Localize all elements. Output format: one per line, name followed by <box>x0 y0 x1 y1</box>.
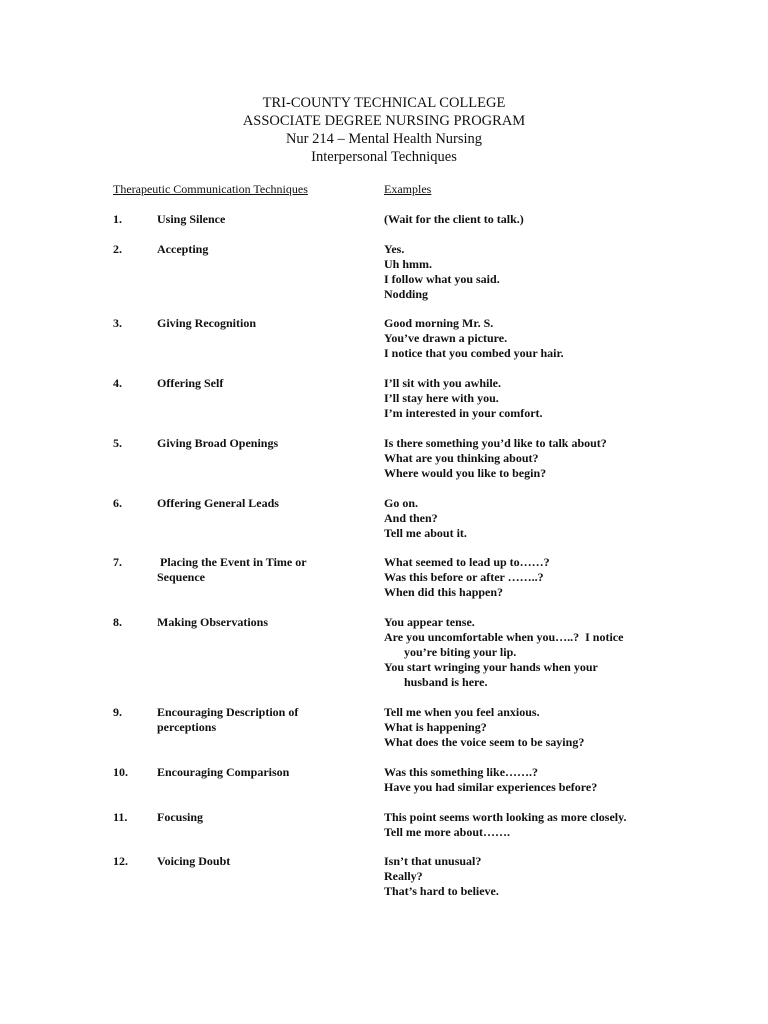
item-number: 12. <box>113 854 128 868</box>
item-number: 8. <box>113 615 122 629</box>
example-line: What are you thinking about? <box>384 451 539 465</box>
item-number: 11. <box>113 810 128 824</box>
technique-line: Encouraging Description of <box>157 705 299 719</box>
examples-column-header: Examples <box>384 182 432 196</box>
technique-name <box>157 705 357 735</box>
technique-name <box>157 212 357 227</box>
example-line: Was this something like…….? <box>384 765 539 779</box>
example-line: What does the voice seem to be saying? <box>384 735 585 749</box>
technique-examples <box>384 705 744 750</box>
document-header <box>0 94 768 166</box>
example-line: husband is here. <box>404 675 488 689</box>
example-line: Are you uncomfortable when you…..? I notice <box>384 630 624 644</box>
example-line: This point seems worth looking as more closely. <box>384 810 627 824</box>
technique-line: Voicing Doubt <box>157 854 231 868</box>
item-number: 1. <box>113 212 122 226</box>
example-line: You start wringing your hands when your <box>384 660 598 674</box>
example-line: That’s hard to believe. <box>384 884 499 898</box>
technique-name <box>157 810 357 825</box>
example-line: When did this happen? <box>384 585 504 599</box>
technique-examples <box>384 436 744 481</box>
item-number: 4. <box>113 376 122 390</box>
technique-examples <box>384 854 744 899</box>
example-line: Nodding <box>384 287 429 301</box>
technique-examples <box>384 242 744 302</box>
technique-line: Giving Recognition <box>157 316 257 330</box>
technique-line: Sequence <box>157 570 205 584</box>
technique-examples <box>384 810 744 840</box>
technique-name <box>157 436 357 451</box>
item-number: 2. <box>113 242 122 256</box>
example-line: (Wait for the client to talk.) <box>384 212 524 226</box>
item-number: 5. <box>113 436 122 450</box>
item-number: 7. <box>113 555 122 569</box>
technique-examples <box>384 615 744 690</box>
example-line: I notice that you combed your hair. <box>384 346 564 360</box>
example-line: Yes. <box>384 242 405 256</box>
technique-examples <box>384 496 744 541</box>
example-line: What is happening? <box>384 720 487 734</box>
example-line: What seemed to lead up to……? <box>384 555 550 569</box>
technique-line: Focusing <box>157 810 204 824</box>
techniques-column-header: Therapeutic Communication Techniques <box>113 182 308 196</box>
technique-line: Offering Self <box>157 376 224 390</box>
example-line: Is there something you’d like to talk about? <box>384 436 607 450</box>
example-line: You’ve drawn a picture. <box>384 331 508 345</box>
example-line: I follow what you said. <box>384 272 500 286</box>
example-line: Was this before or after ……..? <box>384 570 544 584</box>
technique-line: Making Observations <box>157 615 269 629</box>
example-line: Where would you like to begin? <box>384 466 547 480</box>
example-line: you’re biting your lip. <box>404 645 517 659</box>
technique-name <box>157 555 357 585</box>
technique-line: Accepting <box>157 242 209 256</box>
example-line: Have you had similar experiences before? <box>384 780 598 794</box>
technique-examples <box>384 555 744 600</box>
technique-examples <box>384 765 744 795</box>
example-line: Tell me when you feel anxious. <box>384 705 540 719</box>
example-line: Go on. <box>384 496 419 510</box>
technique-line: Placing the Event in Time or <box>157 555 307 569</box>
example-line: Really? <box>384 869 423 883</box>
technique-line: Encouraging Comparison <box>157 765 290 779</box>
item-number: 10. <box>113 765 128 779</box>
example-line: Isn’t that unusual? <box>384 854 482 868</box>
item-number: 3. <box>113 316 122 330</box>
program-name: ASSOCIATE DEGREE NURSING PROGRAM <box>242 113 526 129</box>
technique-examples <box>384 212 744 227</box>
document-title: Interpersonal Techniques <box>311 149 457 165</box>
example-line: Tell me more about……. <box>384 825 510 839</box>
item-number: 9. <box>113 705 122 719</box>
example-line: Uh hmm. <box>384 257 433 271</box>
example-line: I’ll stay here with you. <box>384 391 499 405</box>
technique-name <box>157 615 357 630</box>
technique-line: perceptions <box>157 720 217 734</box>
example-line: And then? <box>384 511 438 525</box>
example-line: Tell me about it. <box>384 526 467 540</box>
technique-name <box>157 854 357 869</box>
technique-name <box>157 316 357 331</box>
course-title: Nur 214 – Mental Health Nursing <box>285 131 483 147</box>
technique-name <box>157 242 357 257</box>
example-line: Good morning Mr. S. <box>384 316 494 330</box>
college-name: TRI-COUNTY TECHNICAL COLLEGE <box>262 95 506 111</box>
technique-line: Using Silence <box>157 212 226 226</box>
example-line: I’ll sit with you awhile. <box>384 376 502 390</box>
example-line: I’m interested in your comfort. <box>384 406 543 420</box>
technique-name <box>157 496 357 511</box>
technique-name <box>157 765 357 780</box>
technique-examples <box>384 316 744 361</box>
technique-examples <box>384 376 744 421</box>
example-line: You appear tense. <box>384 615 475 629</box>
item-number: 6. <box>113 496 122 510</box>
technique-line: Offering General Leads <box>157 496 279 510</box>
technique-name <box>157 376 357 391</box>
technique-line: Giving Broad Openings <box>157 436 279 450</box>
